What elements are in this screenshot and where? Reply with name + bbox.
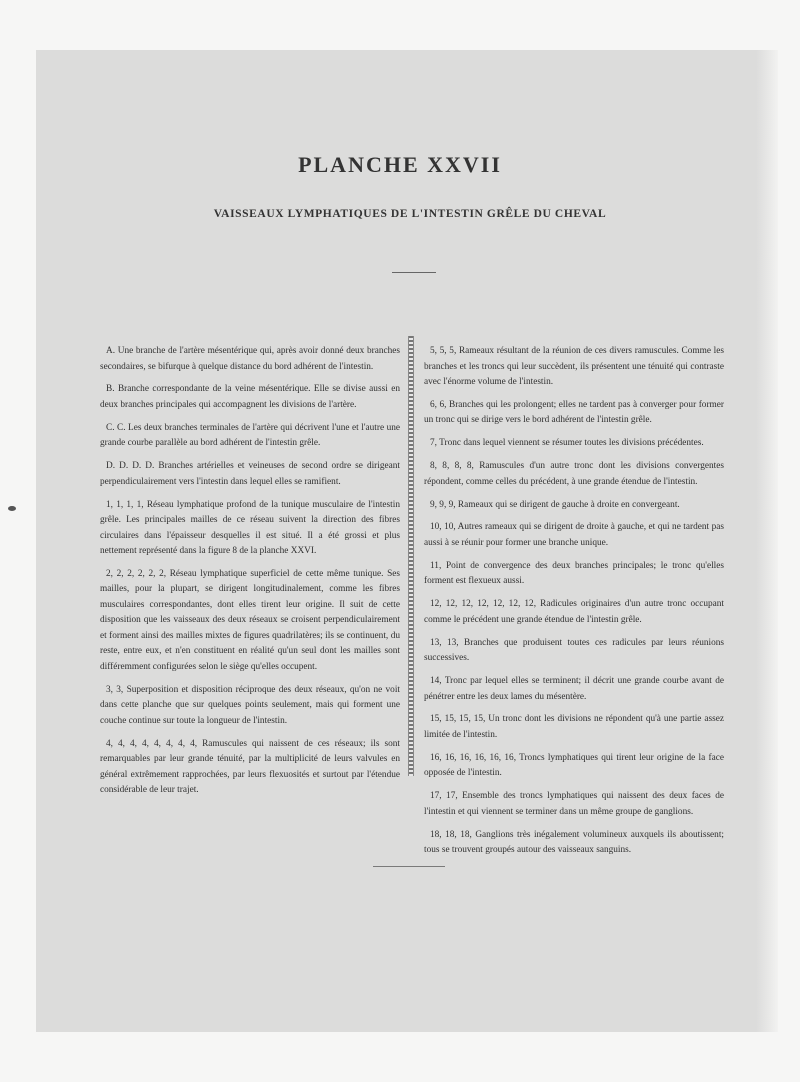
legend-entry-5: 5, 5, 5, Rameaux résultant de la réunion de ces divers ramuscules. Comme les branches et les troncs qui leur succèdent, ils présentent une ténuité qui contraste avec l'énorme volume de l'intestin.	[424, 346, 724, 387]
legend-entry-15: 15, 15, 15, 15, Un tronc dont les divisions ne répondent qu'à une partie assez limitée de l'intestin.	[424, 714, 724, 740]
legend-entry-8: 8, 8, 8, 8, Ramuscules d'un autre tronc dont les divisions convergentes répondent, comme celles du précédent, à une grande étendue de l'intestin.	[424, 461, 724, 487]
legend-entry-d: D. D. D. D. Branches artérielles et veineuses de second ordre se dirigeant perpendiculairement vers l'intestin dans lequel elles se ramifient.	[100, 461, 400, 487]
legend-entry-10: 10, 10, Autres rameaux qui se dirigent de droite à gauche, et qui ne tardent pas aussi à se réunir pour former une branche unique.	[424, 522, 724, 548]
legend-column-right	[424, 344, 724, 866]
legend-entry-3: 3, 3, Superposition et disposition réciproque des deux réseaux, qu'on ne voit dans cette planche que sur quelques points seulement, mais qui forment une couche continue sur toute la longueur de l'intestin.	[100, 684, 400, 726]
legend-entry-14: 14, Tronc par lequel elles se terminent; il décrit une grande courbe avant de pénétrer entre les deux lames du mésentère.	[424, 676, 724, 702]
legend-entry-9: 9, 9, 9, Rameaux qui se dirigent de gauche à droite en convergeant.	[430, 499, 680, 510]
legend-entry-c: C. C. Les deux branches terminales de l'artère qui décrivent l'une et l'autre une grande courbe parallèle au bord adhérent de l'intestin grêle.	[100, 422, 400, 449]
legend-entry-a: A. Une branche de l'artère mésentérique qui, après avoir donné deux branches secondaires, se bifurque à quelque distance du bord adhérent de l'intestin.	[100, 346, 400, 372]
closing-rule	[373, 866, 445, 867]
legend-entry-6: 6, 6, Branches qui les prolongent; elles ne tardent pas à converger pour former un tronc qui se dirige vers le bord adhérent de l'intestin grêle.	[424, 399, 724, 426]
legend-entry-16: 16, 16, 16, 16, 16, 16, Troncs lymphatiques qui tirent leur origine de la face opposée de l'intestin.	[424, 752, 724, 779]
column-divider	[408, 336, 414, 776]
legend-entry-2: 2, 2, 2, 2, 2, 2, Réseau lymphatique superficiel de cette même tunique. Ses mailles, pour la plupart, se dirigent longitudinalement, comme les fibres musculaires correspondantes, dont elles tirent leur origine. Il suit de cette disposition que les vaisseaux des deux réseaux se croisent perpendiculairement et forment ainsi des mailles mixtes de figures quadrilatères; ils se continuent, du reste, entre eux, et n'en constituent en réalité qu'un seul dont les mailles sont différemment configurées selon le siège qu'elles occupent.	[100, 568, 400, 672]
page-subtitle: VAISSEAUX LYMPHATIQUES DE L'INTESTIN GRÊLE DU CHEVAL	[213, 208, 607, 220]
legend-entry-17: 17, 17, Ensemble des troncs lymphatiques qui naissent des deux faces de l'intestin et qui viennent se terminer dans un même groupe de ganglions.	[424, 791, 724, 817]
page-title: PLANCHE XXVII	[298, 152, 502, 177]
margin-speck	[8, 506, 16, 511]
legend-entry-13: 13, 13, Branches que produisent toutes ces radicules par leurs réunions successives.	[424, 637, 724, 664]
legend-entry-7: 7, Tronc dans lequel viennent se résumer toutes les divisions précédentes.	[430, 438, 704, 449]
title-rule	[392, 272, 436, 273]
legend-entry-11: 11, Point de convergence des deux branches principales; le tronc qu'elles forment est flexueux aussi.	[424, 560, 724, 587]
legend-entry-4: 4, 4, 4, 4, 4, 4, 4, 4, Ramuscules qui naissent de ces réseaux; ils sont remarquables par leur grande ténuité, par la multiplicité de leurs valvules en général extrêmement rapprochées, par leurs flexuosités et surtout par l'étendue considérable de leur trajet.	[100, 738, 400, 796]
legend-entry-12: 12, 12, 12, 12, 12, 12, 12, Radicules originaires d'un autre tronc occupant comme le précédent une grande étendue de l'intestin grêle.	[424, 599, 724, 625]
legend-entry-1: 1, 1, 1, 1, Réseau lymphatique profond de la tunique musculaire de l'intestin grêle. Les principales mailles de ce réseau suivent la direction des fibres circulaires dans l'épaisseur desquelles il est situé. Il a été grossi et plus nettement représenté dans la figure 8 de la planche XXVI.	[100, 499, 400, 557]
sheet-edge-shading	[756, 50, 778, 1032]
legend-entry-18: 18, 18, 18, Ganglions très inégalement volumineux auxquels ils aboutissent; tous se trouvent groupés autour des vaisseaux sanguins.	[424, 829, 724, 856]
legend-column-left	[100, 344, 400, 806]
legend-entry-b: B. Branche correspondante de la veine mésentérique. Elle se divise aussi en deux branches principales qui accompagnent les divisions de l'artère.	[100, 384, 400, 410]
